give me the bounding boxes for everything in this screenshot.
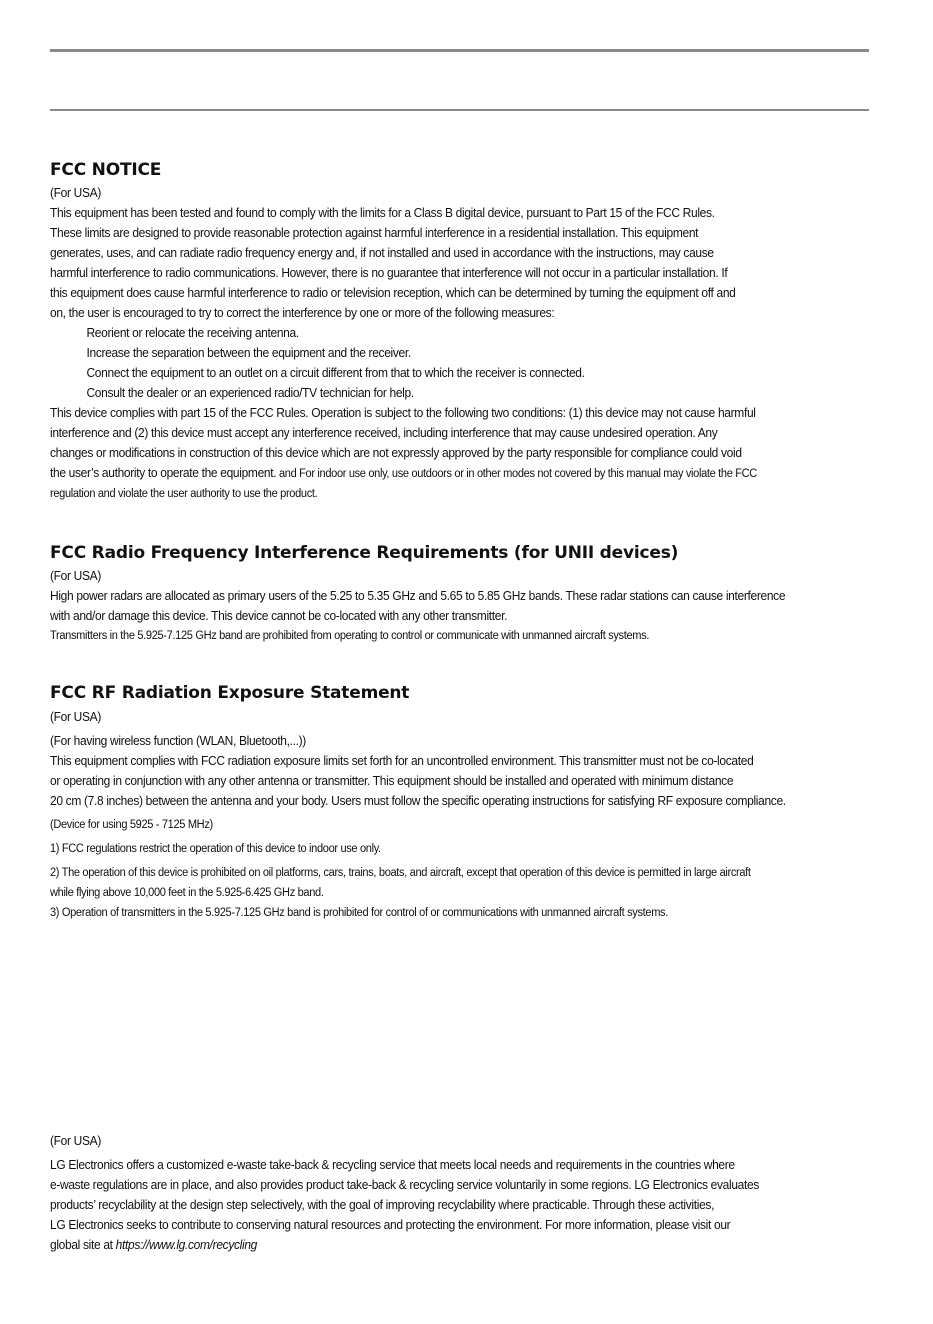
compliance-line: interference and (2) this device must accept any interference received, including interference that may cause undesired operation. Any [50, 426, 718, 440]
rf-exposure-region: (For USA) [50, 710, 101, 724]
header-rule [50, 109, 869, 111]
rf-line: 20 cm (7.8 inches) between the antenna and your body. Users must follow the specific operating instructions for satisfying RF exposure compliance. [50, 794, 786, 808]
unii-line: with and/or damage this device. This device cannot be co-located with any other transmitter. [50, 609, 508, 623]
fcc-notice-intro-line: harmful interference to radio communications. However, there is no guarantee that interference will not occur in a particular installation. If [50, 266, 728, 280]
rf-exposure-section [50, 683, 850, 923]
device-band-note: (Device for using 5925 - 7125 MHz) [50, 819, 213, 831]
indoor-use-text: and For indoor use only, use outdoors or in other modes not covered by this manual may violate the FCC [276, 468, 757, 480]
top-rule [50, 49, 869, 52]
recycling-section [50, 1131, 850, 1255]
fcc-notice-heading: FCC NOTICE [50, 160, 162, 180]
authority-text: the user’s authority to operate the equipment. [50, 466, 277, 480]
recycling-last-line [50, 1235, 818, 1255]
fcc-notice-intro-line: This equipment has been tested and found to comply with the limits for a Class B digital device, pursuant to Part 15 of the FCC Rules. [50, 206, 715, 220]
rf-item-2: 2) The operation of this device is prohibited on oil platforms, cars, trains, boats, and aircraft, except that operation of this device is permitted in large aircraft [50, 867, 751, 879]
recycling-region: (For USA) [50, 1134, 101, 1148]
rf-item-1: 1) FCC regulations restrict the operation of this device to indoor use only. [50, 843, 381, 855]
fcc-notice-region: (For USA) [50, 186, 101, 200]
measure-item: Reorient or relocate the receiving antenna. [86, 326, 299, 340]
measure-item: Connect the equipment to an outlet on a circuit different from that to which the receiver is connected. [86, 366, 585, 380]
authority-line [50, 463, 818, 484]
unii-heading: FCC Radio Frequency Interference Requirements (for UNII devices) [50, 543, 679, 563]
rf-item-3: 3) Operation of transmitters in the 5.925-7.125 GHz band is prohibited for control of or communications with unmanned aircraft systems. [50, 907, 668, 919]
recycling-prefix: global site at [50, 1238, 116, 1252]
fcc-notice-intro-line: this equipment does cause harmful interference to radio or television reception, which can be determined by turning the equipment off and [50, 286, 736, 300]
authority-line-end: regulation and violate the user authority to use the product. [50, 488, 318, 500]
rf-wireless-note: (For having wireless function (WLAN, Bluetooth,...)) [50, 734, 306, 748]
recycling-line: LG Electronics offers a customized e-waste take-back & recycling service that meets local needs and requirements in the countries where [50, 1158, 735, 1172]
fcc-notice-intro-line: on, the user is encouraged to try to correct the interference by one or more of the following measures: [50, 306, 555, 320]
unii-region: (For USA) [50, 569, 101, 583]
measure-item: Increase the separation between the equipment and the receiver. [86, 346, 411, 360]
compliance-line: changes or modifications in construction of this device which are not expressly approved by the party responsible for compliance could void [50, 446, 742, 460]
recycling-url-link[interactable]: https://www.lg.com/recycling [115, 1238, 257, 1252]
fcc-notice-intro-line: These limits are designed to provide reasonable protection against harmful interference in a residential installation. This equipment [50, 226, 699, 240]
fcc-notice-section [50, 160, 850, 504]
unii-line: High power radars are allocated as primary users of the 5.25 to 5.35 GHz and 5.65 to 5.85 GHz bands. These radar stations can cause interference [50, 589, 786, 603]
measure-item: Consult the dealer or an experienced radio/TV technician for help. [86, 386, 414, 400]
rf-exposure-heading: FCC RF Radiation Exposure Statement [50, 683, 410, 703]
rf-line: This equipment complies with FCC radiation exposure limits set forth for an uncontrolled environment. This transmitter must not be co-located [50, 754, 754, 768]
recycling-line: e-waste regulations are in place, and also provides product take-back & recycling service voluntarily in some regions. LG Electronics evaluates [50, 1178, 760, 1192]
recycling-line: LG Electronics seeks to contribute to conserving natural resources and protecting the environment. For more information, please visit our [50, 1218, 731, 1232]
unii-section [50, 543, 850, 646]
rf-item-2-continued: while flying above 10,000 feet in the 5.925-6.425 GHz band. [50, 887, 324, 899]
recycling-line: products’ recyclability at the design step selectively, with the goal of improving recyclability where practicable. Through these activities, [50, 1198, 715, 1212]
unii-note: Transmitters in the 5.925-7.125 GHz band are prohibited from operating to control or communicate with unmanned aircraft systems. [50, 630, 650, 642]
compliance-line: This device complies with part 15 of the FCC Rules. Operation is subject to the following two conditions: (1) this device may not cause harmful [50, 406, 756, 420]
fcc-notice-intro-line: generates, uses, and can radiate radio frequency energy and, if not installed and used in accordance with the instructions, may cause [50, 246, 714, 260]
rf-line: or operating in conjunction with any other antenna or transmitter. This equipment should be installed and operated with minimum distance [50, 774, 734, 788]
